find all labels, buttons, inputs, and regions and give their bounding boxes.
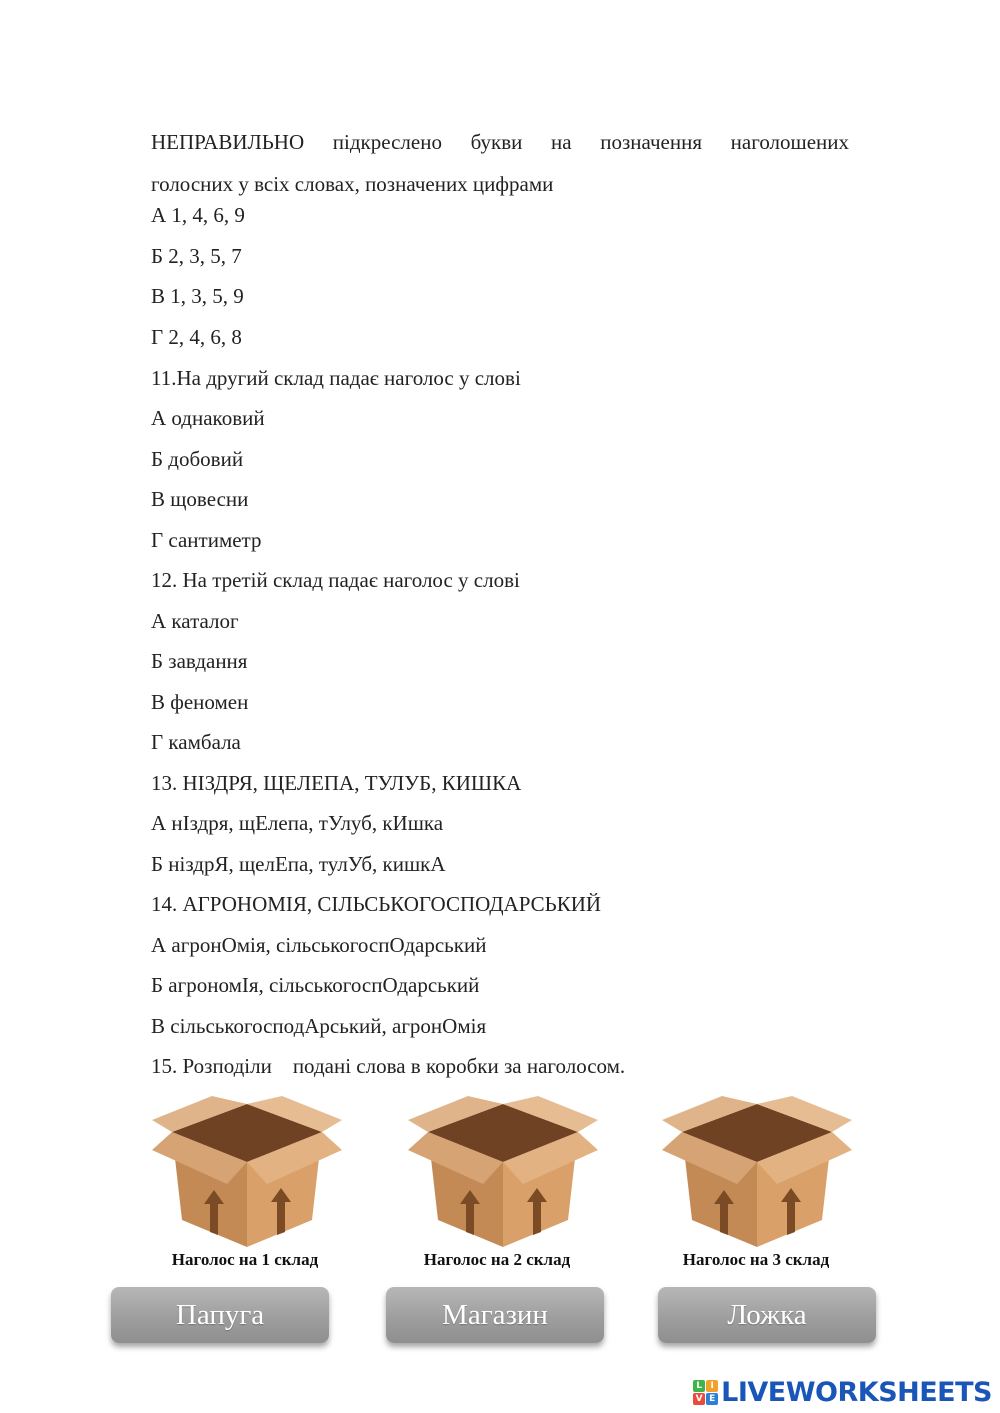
cardboard-box-icon [662, 1092, 852, 1252]
answer-option: Б агрономІя, сільськогоспОдарський [151, 973, 480, 997]
answer-option: В 1, 3, 5, 9 [151, 284, 244, 308]
question-intro [151, 121, 849, 205]
cardboard-box-icon [408, 1092, 598, 1252]
answer-option: Г сантиметр [151, 528, 262, 552]
box-label-stress-2: Наголос на 2 склад [423, 1250, 571, 1269]
answer-option: А 1, 4, 6, 9 [151, 203, 245, 227]
answer-option: В феномен [151, 690, 249, 714]
box-label-stress-1: Наголос на 1 склад [171, 1250, 319, 1269]
intro-line-2: голосних у всіх словах, позначених цифрами [151, 172, 554, 196]
logo-letter: V [693, 1393, 705, 1405]
answer-option: А нІздря, щЕлепа, тУлуб, кИшка [151, 811, 444, 835]
box-label-stress-3: Наголос на 3 склад [682, 1250, 830, 1269]
draggable-word-lozhka[interactable]: Ложка [658, 1287, 876, 1343]
logo-letter: I [706, 1380, 718, 1392]
draggable-word-papuha[interactable]: Папуга [111, 1287, 329, 1343]
drop-box-stress-3[interactable] [662, 1092, 852, 1252]
question-11: 11.На другий склад падає наголос у слові [151, 366, 521, 390]
answer-option: Б 2, 3, 5, 7 [151, 244, 242, 268]
answer-option: В сільськогосподАрський, агронОмія [151, 1014, 487, 1038]
question-15: 15. Розподіли подані слова в коробки за наголосом. [151, 1054, 626, 1078]
question-12: 12. На третій склад падає наголос у слові [151, 568, 520, 592]
answer-option: А агронОмія, сільськогоспОдарський [151, 933, 487, 957]
drop-box-stress-1[interactable] [152, 1092, 342, 1252]
cardboard-box-icon [152, 1092, 342, 1252]
logo-icon [693, 1380, 718, 1405]
draggable-word-mahazyn[interactable]: Магазин [386, 1287, 604, 1343]
brand-name: LIVEWORKSHEETS [721, 1377, 992, 1408]
answer-option: Г 2, 4, 6, 8 [151, 325, 242, 349]
question-13: 13. НІЗДРЯ, ЩЕЛЕПА, ТУЛУБ, КИШКА [151, 771, 522, 795]
liveworksheets-logo [693, 1377, 992, 1408]
answer-option: А каталог [151, 609, 239, 633]
question-14: 14. АГРОНОМІЯ, СІЛЬСЬКОГОСПОДАРСЬКИЙ [151, 892, 602, 916]
answer-option: Б ніздрЯ, щелЕпа, тулУб, кишкА [151, 852, 446, 876]
answer-option: Б завдання [151, 649, 248, 673]
answer-option: Г камбала [151, 730, 241, 754]
logo-letter: L [693, 1380, 705, 1392]
logo-letter: E [706, 1393, 718, 1405]
answer-option: В щовесни [151, 487, 249, 511]
drop-box-stress-2[interactable] [408, 1092, 598, 1252]
answer-option: А однаковий [151, 406, 265, 430]
answer-option: Б добовий [151, 447, 244, 471]
intro-line-1: НЕПРАВИЛЬНО підкреслено букви на позначення наголошених [151, 130, 849, 154]
